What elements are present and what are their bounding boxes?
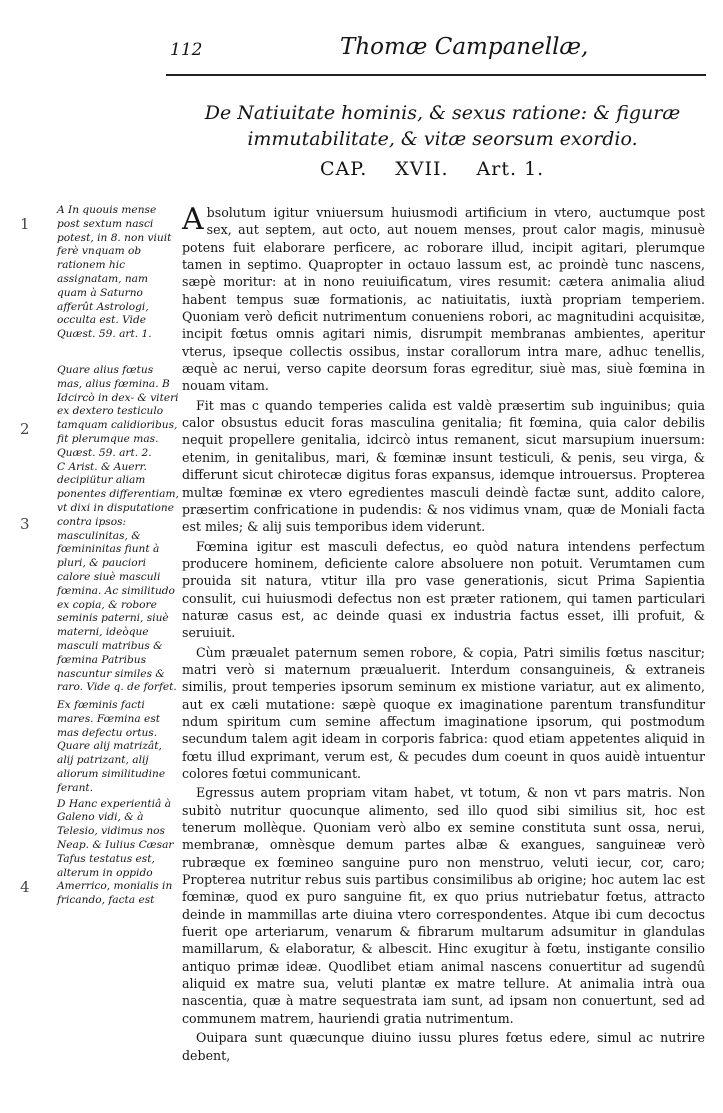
paragraph: Egressus autem propriam vitam habet, vt totum, & non vt pars matris. Non subitò nutritur quocunque alimento, sed illo quod sibi similius sit, hoc est tenerum mollèque. Quoniam verò albo ex semine constituta sunt ossa, nerui, membranæ, omnèsque demum partes albæ & exangues, sanguineæ verò rubræque ex fœmineo sanguine puro non menstruo, veluti iecur, cor, caro; Propterea nutritur rebus suis partibus consimilibus ab origine; hoc autem lac est fœminæ, quod ex puro sanguine fit, ex quo prius nutriebatur fœtus, attracto deinde in mammillas arte diuina vtero correspondentes. Atque ibi cum decoctus fuerit ope arteriarum, venarum & fibrarum multarum adsumitur in glandulas mamillarum, & elaboratur, & albescit. Hinc exugitur à fœtu, instigante consilio antiquo primæ ideæ. Quodlibet etiam animal nascens conuertitur ad sugendû aliquid ex matre sua, veluti plantæ ex matre tellure. At animalia intrà oua nascentia, quæ à matre sequestrata iam sunt, ad ipsam non conuertunt, sed ad communem matrem, hauriendi gratia nutrimentum.: [182, 785, 705, 1026]
margin-note: C Arist. & Auerr. decipiütur aliam ponentes differentiam, vt dixi in disputatione contra ipsos: masculinitas, & fœmininitas fiunt à pluri, & pauciori calore siuè masculi fœmina. Ac similitudo ex copia, & robore seminis paterni, siuè materni, ideòque masculi matribus & fœmina Patribus nascuntur similes & raro. Vide q. de forfet.: [57, 460, 179, 694]
main-text: [182, 204, 705, 1066]
margin-note: Quare alius fœtus mas, alius fœmina. B Idcircò in dex- & viteri ex dextero testiculo tamquam calidioribus, fit plerumque mas. Quæst. 59. art. 2.: [57, 363, 179, 459]
paragraph: Ouipara sunt quæcunque diuino iussu plures fœtus edere, simul ac nutrire debent,: [182, 1030, 705, 1063]
chapter-number: XVII.: [395, 158, 449, 180]
paragraph: Cùm præualet paternum semen robore, & copia, Patri similis fœtus nascitur; matri verò si maternum præualuerit. Interdum consanguineis, & extraneis similis, prout temperies ipsorum seminum ex mistione variatur, aut ex alimento, aut ex cæli mutatione: sæpè quoque ex imaginatione parentum transfunditur ndum spiritum cum semine affectum imaginatione ipsorum, qui postmodum secundum talem agit ideam in corporis fabrica: quod etiam appetentes aliquid in fœtu illud exprimant, verum est, & pecudes dum coeunt in quos auidè intuentur colores fœtui communicant.: [182, 644, 705, 781]
margin-number: 4: [20, 878, 30, 896]
section-title: De Natiuitate hominis, & sexus ratione: & figuræ immutabilitate, & vitæ seorsum exordio.: [204, 102, 681, 150]
margin-number: 3: [20, 515, 30, 533]
margin-note: A In quouis mense post sextum nasci potest, in 8. non viuit ferè vnquam ob rationem hic assignatam, nam quam à Saturno afferût Astrologi, occulta est. Vide Quæst. 59. art. 1.: [57, 204, 172, 341]
chapter-cap: CAP.: [320, 158, 368, 180]
paragraph: Fit mas c quando temperies calida est valdè præsertim sub inguinibus; quia calor obsustus educit foras masculina genitalia; fit fœmina, quia calor debilis nequit propellere genitalia, idcircò intus remanent, sicut marsupium inuersum: etenim, in genitalibus, mari, & fœminæ insunt testiculi, & penis, seu virga, & differunt sicut chirotecæ digitus foras expansus, idemque introuersus. Propterea multæ fœminæ ex vtero egredientes masculi deindè factæ sunt, addito calore, præsertim confricatione in pudendis: & nos vidimus vnam, quæ de Moniali facta est miles; & alij suis temporibus idem viderunt.: [182, 397, 705, 535]
paragraph: Absolutum igitur vniuersum huiusmodi artificium in vtero, auctumque post sex, aut septem, aut octo, aut nouem menses, prout calor magis, minusuè potens fuit elaborare perficere, ac roborare illud, incipit agitari, plerumque tamen in septimo. Quapropter in octauo lassum est, ac proindè tunc nascens, sæpè moritur: at in nono reuiuificatum, vires resumit: cætera animalia aliud habent tempus suæ formationis, ac natiuitatis, iuxtà propriam temperiem. Quoniam verò deficit nutrimentum conueniens robori, ac magnitudini acquisitæ, incipit fœtus omnis agitari nimis, disrumpit membranas ambientes, aperitur vterus, ipseque collectis ossibus, instar corallorum intra mare, adhuc tenellis, æquè ac nerui, verso capite deorsum foras egreditur, siuè mas, siuè fœmina in nouam vitam.: [182, 202, 705, 394]
page-number: 112: [170, 40, 203, 60]
header-rule: [166, 74, 706, 76]
margin-number: 1: [20, 215, 30, 233]
margin-number: 2: [20, 420, 30, 438]
paragraph: Fœmina igitur est masculi defectus, eo quòd natura intendens perfectum producere hominem, deficiente calore absoluere non potuit. Verumtamen cum prouida sit natura, vtitur illa pro vase generationis, sicut Prima Sapientia consulit, cui huiusmodi defectus non est præter rationem, qui tamen particulari naturæ casus est, ac deinde quasi ex industria factus esset, illi profuit, & seruiuit.: [182, 538, 705, 641]
chapter-heading: [320, 158, 572, 180]
margin-note: D Hanc experientiâ à Galeno vidi, & à Telesio, vidimus nos Neap. & Iulius Cæsar Tafus testatus est, alterum in oppido Amerrico, monialis in fricando, facta est: [57, 797, 174, 907]
margin-notes: [57, 204, 179, 908]
chapter-article: Art. 1.: [476, 158, 545, 180]
running-title: Thomæ Campanellæ,: [340, 34, 589, 60]
margin-note: Ex fœminis facti mares. Fœmina est mas defectu ortus. Quare alij matrizât, alij patrizant, alij aliorum similitudine ferant.: [57, 699, 166, 794]
